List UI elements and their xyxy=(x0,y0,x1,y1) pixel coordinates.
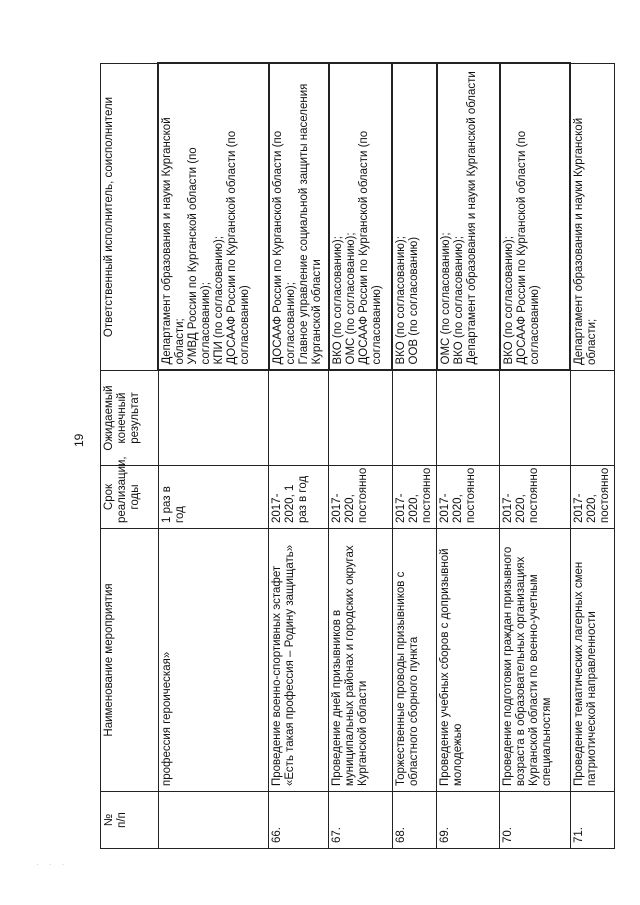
row-name: Проведение подготовки граждан призывного возраста в образовательных организациях Курганской области по военно-учетным специальностям xyxy=(500,529,570,792)
table-row xyxy=(329,64,392,849)
row-term: 2017-2020, постоянно xyxy=(329,466,392,529)
header-term: Срок реализации, годы xyxy=(101,466,159,529)
row-num: 70. xyxy=(500,792,570,849)
row-term: 2017-2020, 1 раз в год xyxy=(269,466,329,529)
table-row xyxy=(269,64,329,849)
row-exec: ОМС (по согласованию); ВКО (по согласованию); Департамент образования и науки Курганской области xyxy=(437,64,500,371)
header-num: № п/п xyxy=(101,792,159,849)
row-exec: ВКО (по согласованию); ДОСААФ России по Курганской области (по согласованию) xyxy=(500,64,570,371)
table-row xyxy=(392,64,436,849)
header-name: Наименование мероприятия xyxy=(101,529,159,792)
row-result xyxy=(329,371,392,466)
row-result xyxy=(570,371,614,466)
header-result: Ожидаемый конечный результат xyxy=(101,371,159,466)
row-term: 2017-2020, постоянно xyxy=(392,466,436,529)
row-result xyxy=(158,371,269,466)
row-name: Проведение военно-спортивных эстафет «Есть такая профессия – Родину защищать» xyxy=(269,529,329,792)
header-row xyxy=(101,64,159,849)
row-term: 2017-2020, постоянно xyxy=(500,466,570,529)
table-row xyxy=(158,64,269,849)
row-exec: ВКО (по согласованию); ОМС (по согласованию); ДОСААФ России по Курганской области (по согласованию) xyxy=(329,64,392,371)
table-header xyxy=(101,64,159,849)
row-term: 1 раз в год xyxy=(158,466,269,529)
header-exec: Ответственный исполнитель, соисполнители xyxy=(101,64,159,371)
row-num: 68. xyxy=(392,792,436,849)
page-number: 19 xyxy=(72,433,86,447)
row-exec: ВКО (по согласованию); ООВ (по согласованию) xyxy=(392,64,436,371)
table-row xyxy=(437,64,500,849)
rotated-table-container xyxy=(100,64,615,849)
row-exec: ДОСААФ России по Курганской области (по согласованию); Главное управление социальной защиты населения Курганской области xyxy=(269,64,329,371)
row-exec: Департамент образования и науки Курганской области; xyxy=(570,64,614,371)
row-term: 2017-2020, постоянно xyxy=(437,466,500,529)
row-num: 71. xyxy=(570,792,614,849)
table-row xyxy=(570,64,614,849)
row-result xyxy=(392,371,436,466)
row-name: Проведение тематических лагерных смен патриотической направленности xyxy=(570,529,614,792)
row-name: профессия героическая» xyxy=(158,529,269,792)
scan-artifact: · · · xyxy=(36,860,69,869)
row-result xyxy=(269,371,329,466)
row-result xyxy=(437,371,500,466)
row-name: Торжественные проводы призывников с областного сборного пункта xyxy=(392,529,436,792)
table-body xyxy=(158,64,615,849)
row-num xyxy=(158,792,269,849)
row-term: 2017-2020, постоянно xyxy=(570,466,614,529)
row-num: 69. xyxy=(437,792,500,849)
table-row xyxy=(500,64,570,849)
row-name: Проведение дней призывников в муниципальных районах и городских округах Курганской области xyxy=(329,529,392,792)
row-num: 67. xyxy=(329,792,392,849)
row-result xyxy=(500,371,570,466)
events-table xyxy=(100,63,615,850)
row-num: 66. xyxy=(269,792,329,849)
row-name: Проведение учебных сборов с допризывной молодежью xyxy=(437,529,500,792)
row-exec: Департамент образования и науки Курганской области; УМВД России по Курганской области (по согласованию); КПИ (по согласованию); ДОСААФ России по Курганской области (по согласованию) xyxy=(158,64,269,371)
